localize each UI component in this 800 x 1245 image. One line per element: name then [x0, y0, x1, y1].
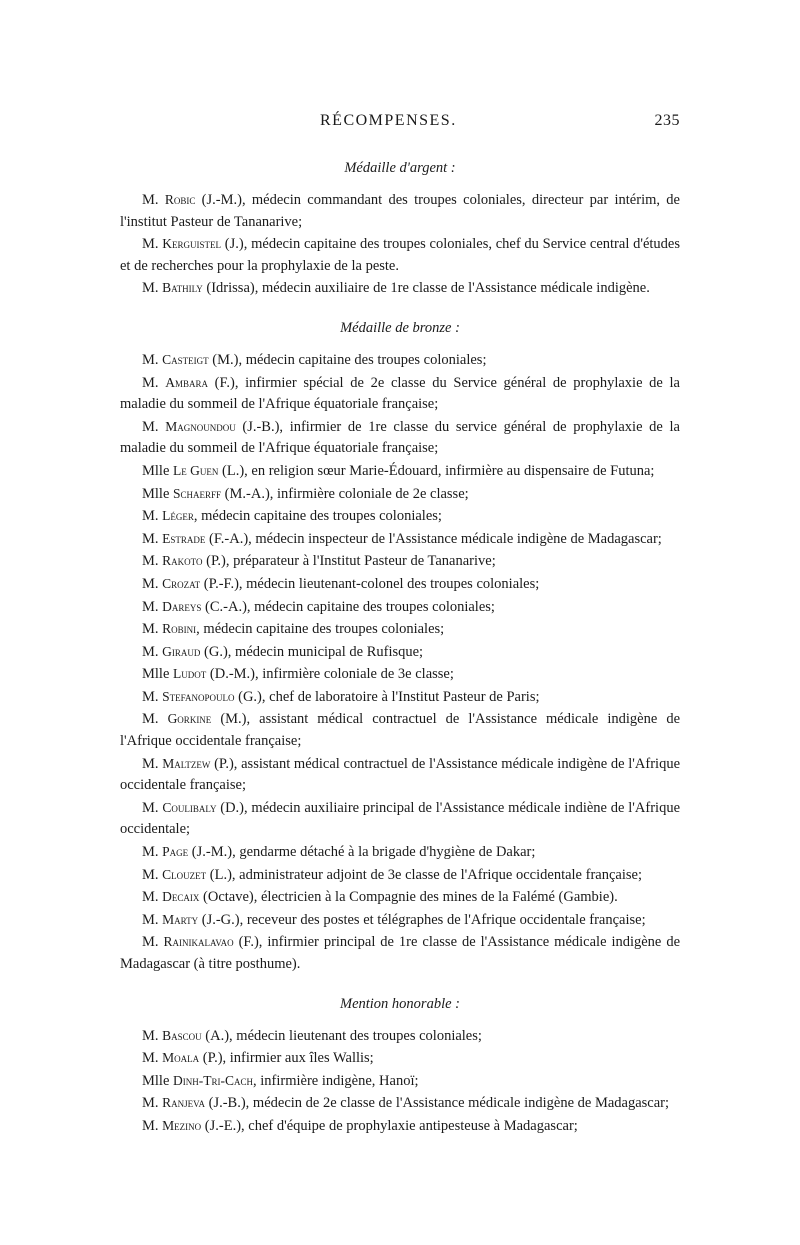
recipient-name: Coulibaly: [162, 799, 217, 815]
recipient-name: Bathily: [162, 280, 203, 296]
award-entry: [120, 483, 680, 506]
recipient-name: Léger: [162, 508, 194, 524]
honorific: M.: [142, 1050, 159, 1067]
award-entry: [120, 233, 680, 277]
honorific: Mlle: [142, 666, 170, 683]
recipient-name: Ambara: [165, 374, 208, 390]
award-entry: [120, 708, 680, 752]
recipient-name: Casteigt: [162, 351, 209, 367]
award-description: (D.), médecin auxiliaire principal de l'Assistance médicale indiène de l'Afrique occidentale;: [120, 799, 680, 838]
honorific: M.: [142, 374, 159, 391]
award-entry: [120, 797, 680, 841]
award-description: (F.), infirmier principal de 1re classe de l'Assistance médicale indigène de Madagascar (à titre posthume).: [120, 934, 681, 972]
award-entry: [120, 618, 680, 641]
honorific: M.: [142, 553, 159, 570]
award-entry: [120, 1070, 680, 1093]
recipient-name: Magnoundou: [165, 418, 236, 434]
award-description: (L.), administrateur adjoint de 3e classe de l'Afrique occidentale française;: [206, 866, 642, 883]
award-entry: [120, 528, 680, 551]
section-title: Mention honorable :: [339, 995, 460, 1012]
award-entry: [120, 349, 680, 372]
award-entry: [120, 1092, 680, 1115]
recipient-name: Le Guen: [173, 462, 219, 478]
honorific: M.: [142, 889, 159, 906]
honorific: M.: [142, 598, 159, 615]
award-entry: [120, 505, 680, 528]
honorific: M.: [142, 621, 159, 638]
recipient-name: Giraud: [162, 643, 201, 659]
award-entry: [120, 886, 680, 909]
award-description: (F.), infirmier spécial de 2e classe du Service général de prophylaxie de la maladie du sommeil de l'Afrique équatoriale française;: [120, 374, 680, 413]
award-entry: [120, 1047, 680, 1070]
honorific: M.: [142, 755, 159, 772]
award-description: (M.), médecin capitaine des troupes coloniales;: [208, 351, 487, 368]
recipient-name: Ludot: [173, 666, 207, 682]
award-entry: [120, 550, 680, 573]
award-description: (Idrissa), médecin auxiliaire de 1re classe de l'Assistance médicale indigène.: [202, 280, 650, 297]
award-description: , médecin capitaine des troupes coloniales;: [193, 508, 442, 525]
honorific: Mlle: [142, 1072, 170, 1089]
honorific: M.: [142, 192, 159, 208]
award-description: (J.-B.), médecin de 2e classe de l'Assistance médicale indigène de Madagascar;: [205, 1095, 670, 1112]
recipient-name: Dinh-Tri-Cach: [173, 1072, 254, 1088]
recipient-name: Crozat: [162, 575, 201, 591]
award-entry: [120, 641, 680, 664]
award-entry: [120, 372, 680, 416]
honorific: M.: [142, 530, 159, 547]
award-description: (Octave), électricien à la Compagnie des mines de la Falémé (Gambie).: [199, 889, 618, 906]
award-description: (P.), infirmier aux îles Wallis;: [199, 1050, 374, 1067]
page: [120, 112, 680, 1138]
award-description: (C.-A.), médecin capitaine des troupes coloniales;: [201, 598, 495, 615]
award-entry: [120, 1025, 680, 1048]
award-entry: [120, 753, 680, 797]
award-description: , infirmière indigène, Hanoï;: [253, 1072, 419, 1089]
award-entry: [120, 416, 680, 460]
honorific: M.: [142, 351, 159, 368]
recipient-name: Maltzew: [162, 755, 211, 771]
honorific: M.: [142, 1095, 159, 1112]
recipient-name: Robic: [164, 192, 196, 207]
award-entry: [120, 909, 680, 932]
recipient-name: Moala: [162, 1050, 200, 1066]
page-header: [120, 112, 680, 138]
recipient-name: Stefanopoulo: [162, 688, 235, 704]
award-entry: [120, 663, 680, 686]
award-description: (J.-M.), médecin commandant des troupes coloniales, directeur par intérim, de l'institut Pasteur de Tananarive;: [120, 192, 680, 230]
award-entry: [120, 931, 680, 975]
honorific: M.: [142, 934, 159, 951]
recipient-name: Schaerff: [173, 485, 222, 501]
award-description: (G.), médecin municipal de Rufisque;: [200, 643, 424, 660]
award-description: (F.-A.), médecin inspecteur de l'Assistance médicale indigène de Madagascar;: [205, 530, 662, 547]
award-entry: [120, 864, 680, 887]
recipient-name: Dareys: [162, 598, 202, 614]
recipient-name: Clouzet: [162, 866, 207, 882]
honorific: M.: [142, 280, 159, 297]
honorific: M.: [142, 508, 159, 525]
recipient-name: Page: [162, 844, 189, 860]
page-number: 235: [654, 112, 680, 129]
recipient-name: Mezino: [162, 1117, 202, 1133]
award-description: (M.-A.), infirmière coloniale de 2e classe;: [221, 485, 469, 502]
honorific: Mlle: [142, 462, 170, 479]
award-description: (J.-E.), chef d'équipe de prophylaxie antipesteuse à Madagascar;: [201, 1117, 578, 1134]
award-description: (J.-M.), gendarme détaché à la brigade d'hygiène de Dakar;: [188, 844, 536, 861]
honorific: M.: [142, 1027, 159, 1044]
recipient-name: Kerguistel: [162, 236, 222, 252]
recipient-name: Rainikalavao: [163, 934, 234, 950]
honorific: M.: [142, 866, 159, 883]
award-entry: [120, 686, 680, 709]
honorific: M.: [142, 711, 159, 728]
recipient-name: Bascou: [162, 1027, 202, 1043]
recipient-name: Marty: [162, 911, 199, 927]
honorific: M.: [142, 575, 159, 592]
recipient-name: Decaix: [162, 889, 200, 905]
award-entry: [120, 596, 680, 619]
section-title: Médaille de bronze :: [340, 319, 460, 336]
recipient-name: Rakoto: [162, 553, 203, 569]
award-description: (P.), assistant médical contractuel de l'Assistance médicale indigène de l'Afrique occidentale française;: [120, 755, 680, 794]
award-entry: [120, 189, 680, 233]
award-description: (A.), médecin lieutenant des troupes coloniales;: [201, 1027, 482, 1044]
recipient-name: Estrade: [162, 530, 206, 546]
honorific: M.: [142, 643, 159, 660]
award-description: (J.-B.), infirmier de 1re classe du service général de prophylaxie de la maladie du sommeil de l'Afrique équatoriale française;: [120, 418, 680, 457]
award-entry: [120, 573, 680, 596]
award-description: (J.-G.), receveur des postes et télégraphes de l'Afrique occidentale française;: [198, 911, 646, 928]
honorific: M.: [142, 236, 159, 253]
award-description: (P.), préparateur à l'Institut Pasteur de Tananarive;: [202, 553, 496, 570]
recipient-name: Robini: [162, 621, 197, 637]
award-description: (L.), en religion sœur Marie-Édouard, infirmière au dispensaire de Futuna;: [218, 462, 655, 479]
award-description: (P.-F.), médecin lieutenant-colonel des troupes coloniales;: [200, 575, 540, 592]
award-description: , médecin capitaine des troupes coloniales;: [196, 621, 445, 638]
honorific: M.: [142, 911, 159, 928]
running-title: RÉCOMPENSES.: [320, 112, 457, 129]
award-description: (D.-M.), infirmière coloniale de 3e classe;: [206, 666, 454, 683]
award-entry: [120, 1115, 680, 1138]
honorific: Mlle: [142, 485, 170, 502]
section-title: Médaille d'argent :: [344, 160, 456, 176]
honorific: M.: [142, 418, 159, 435]
award-description: (M.), assistant médical contractuel de l'Assistance médicale indigène de l'Afrique occidentale française;: [120, 711, 681, 750]
honorific: M.: [142, 1117, 159, 1134]
award-description: (G.), chef de laboratoire à l'Institut Pasteur de Paris;: [234, 688, 540, 705]
recipient-name: Gorkine: [167, 711, 212, 727]
award-entry: [120, 841, 680, 864]
honorific: M.: [142, 688, 159, 705]
award-description: (J.), médecin capitaine des troupes coloniales, chef du Service central d'études et de recherches pour la prophylaxie de la peste.: [120, 236, 681, 274]
honorific: M.: [142, 799, 159, 816]
honorific: M.: [142, 844, 159, 861]
award-entry: [120, 460, 680, 483]
award-entry: [120, 277, 680, 300]
awards-list: [120, 160, 680, 1138]
recipient-name: Ranjeva: [162, 1095, 205, 1111]
